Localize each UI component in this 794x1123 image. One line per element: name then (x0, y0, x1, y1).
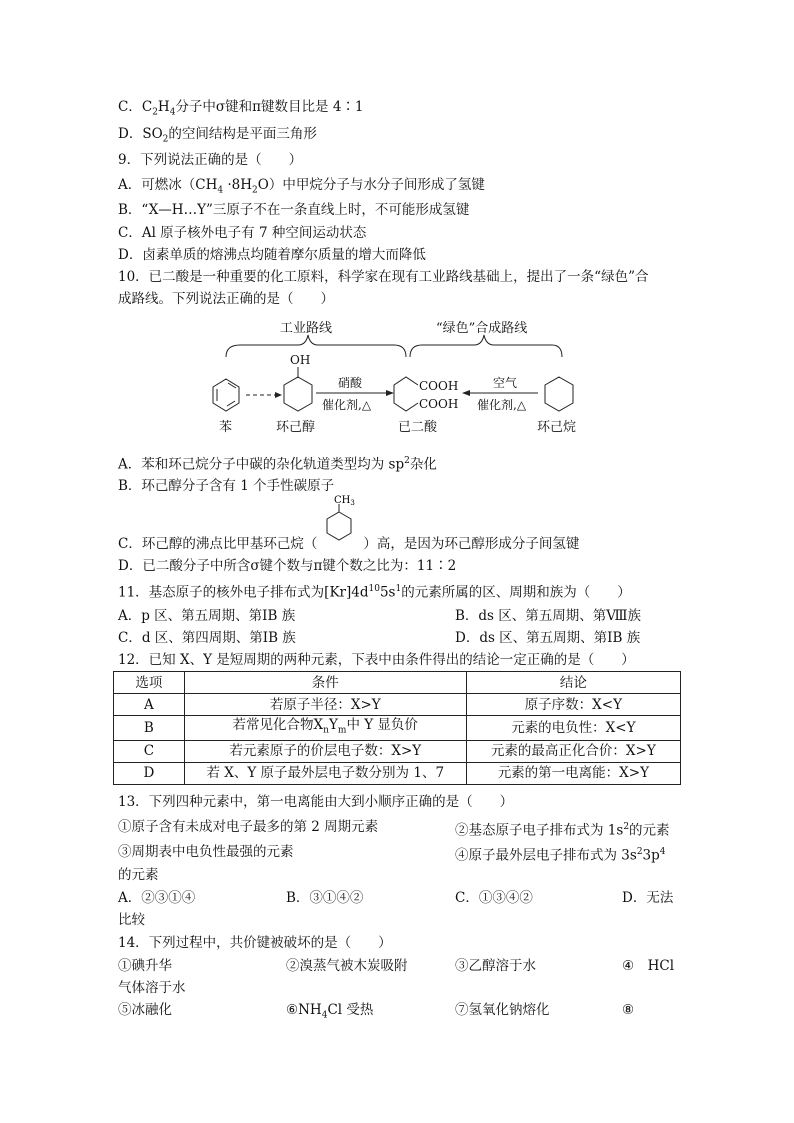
q13-option-a: A．②③①④ (118, 890, 196, 906)
q8-option-c (118, 98, 364, 122)
q13-option-d-continued: 比较 (118, 912, 145, 928)
arrow-head-1 (275, 392, 282, 398)
cyclohexanol-name: 环己醇 (276, 420, 316, 435)
q14-item-1: ①碘升华 (118, 958, 172, 974)
reagent-air: 空气 (493, 376, 518, 390)
q8-d-text: 的空间结构是平面三角形 (168, 126, 317, 142)
q8-c-formula-mid: H (157, 99, 170, 115)
q14-item-2: ②溴蒸气被木炭吸附 (286, 958, 408, 974)
q8-c-text: 分子中σ键和π键数目比是 4∶1 (175, 99, 364, 115)
table-row (114, 694, 681, 716)
arrow-head-2 (386, 390, 394, 396)
table-header-row (114, 672, 681, 694)
q8-c-sub1: 2 (152, 107, 158, 118)
header-condition: 条件 (184, 672, 466, 694)
cyclohexane-structure (545, 377, 573, 411)
q10-a-text: 杂化 (409, 456, 437, 473)
row-option: D (114, 762, 185, 784)
row-condition: 若常见化合物$X_nY_m$中 Y 显负价 (184, 716, 466, 741)
header-conclusion: 结论 (466, 672, 680, 694)
q8-c-sub2: 4 (169, 107, 176, 118)
q9-stem: 9．下列说法正确的是（ ） (118, 152, 303, 168)
q9-a-prefix: A．可燃冰（CH (118, 177, 218, 193)
green-route-label: “绿色”合成路线 (436, 321, 528, 336)
q13-item-2: ②基态原子电子排布式为 $1s^2$的元素 (455, 822, 670, 839)
q10-c-text: ）高，是因为环己醇形成分子间氢键 (363, 536, 580, 552)
q10-a-sup: 2 (404, 456, 410, 466)
cyclohexanol-structure (284, 367, 312, 411)
q14-item-4: ④ HCl (622, 958, 675, 974)
adipic-acid-structure (394, 377, 418, 411)
cyclohexane-name: 环己烷 (537, 420, 577, 435)
q8-c-formula: C (141, 99, 153, 115)
q13-item-3: ③周期表中电负性最强的元素 (118, 844, 294, 860)
q14-item-8: ⑧ (622, 1002, 635, 1018)
adipic-acid-name: 已二酸 (398, 420, 438, 435)
arrow-head-3 (462, 390, 470, 396)
table-row (114, 740, 681, 762)
condition-left: 催化剂,△ (322, 398, 372, 412)
q9-a-sub1: 4 (217, 185, 224, 196)
industrial-route-label: 工业路线 (280, 321, 333, 336)
q11-stem (118, 580, 631, 602)
row-condition: 若 X、Y 原子最外层电子数分别为 1、7 (184, 762, 466, 784)
q10-a-prefix: A．苯和环己烷分子中碳的杂化轨道类型均为 sp (118, 456, 405, 473)
row-option: B (114, 716, 185, 741)
q14-item-3: ③乙醇溶于水 (455, 958, 536, 974)
q9-option-b: B．“X—H…Y”三原子不在一条直线上时，不可能形成氢键 (118, 202, 470, 218)
q12-table (113, 671, 681, 785)
q8-d-prefix: D．SO (118, 126, 163, 142)
q14-item-6: $⑥NH_4Cl$ 受热 (286, 1002, 374, 1021)
q10-c-prefix: C．环己醇的沸点比甲基环己烷（ (118, 536, 318, 552)
cooh-bottom: COOH (419, 397, 459, 411)
q11-option-c: C．d 区、第四周期、第ⅠB 族 (118, 630, 296, 646)
q13-item-1: ①原子含有未成对电子最多的第 2 周期元素 (118, 819, 379, 835)
q8-option-d (118, 125, 317, 149)
q10-option-c (118, 535, 579, 553)
cooh-top: COOH (419, 379, 459, 393)
q9-option-c: C．Al 原子核外电子有 7 种空间运动状态 (118, 225, 367, 241)
q13-stem: 13．下列四种元素中，第一电离能由大到小顺序正确的是（ ） (118, 794, 514, 810)
industrial-route-brace (226, 335, 406, 357)
q9-a-text: O）中甲烷分子与水分子间形成了氢键 (257, 177, 485, 193)
q11-option-d: D．ds 区、第五周期、第ⅠB 族 (455, 630, 641, 646)
q10-stem-line1: 10．已二酸是一种重要的化工原料，科学家在现有工业路线基础上，提出了一条“绿色”合 (118, 269, 649, 285)
q8-d-sub: 2 (162, 134, 169, 145)
row-condition: 若原子半径：X>Y (184, 694, 466, 716)
q11-option-a: A．p 区、第五周期、第ⅠB 族 (118, 608, 296, 624)
q14-item-4-continued: 气体溶于水 (118, 980, 186, 996)
table-row (114, 762, 681, 784)
q12-stem: 12．已知 X、Y 是短周期的两种元素，下表中由条件得出的结论一定正确的是（ ） (118, 652, 635, 668)
q11-sup1: 10 (368, 584, 380, 594)
q13-item-4-continued: 的元素 (118, 867, 159, 883)
q11-stem-text: 的元素所属的区、周期和族为（ ） (401, 584, 631, 601)
benzene-name: 苯 (219, 420, 233, 435)
row-option: A (114, 694, 185, 716)
synthesis-route-diagram (198, 317, 588, 439)
q10-stem-line2: 成路线。下列说法正确的是（ ） (118, 291, 334, 307)
condition-right: 催化剂,△ (477, 398, 527, 412)
q14-item-7: ⑦氢氧化钠熔化 (455, 1002, 550, 1018)
q13-option-c: C．①③④② (455, 890, 533, 906)
q9-a-mid: ·8H (223, 177, 253, 193)
q13-option-d: D．无法 (622, 890, 674, 906)
row-option: C (114, 740, 185, 762)
q11-sup2: 1 (395, 584, 402, 594)
row-conclusion: 元素的最高正化合价：X>Y (466, 740, 680, 762)
q9-a-sub2: 2 (252, 185, 258, 196)
table-row (114, 716, 681, 741)
q14-item-5: ⑤冰融化 (118, 1002, 172, 1018)
row-conclusion: 原子序数：X<Y (466, 694, 680, 716)
row-condition: 若元素原子的价层电子数：X>Y (184, 740, 466, 762)
q9-option-d: D．卤素单质的熔沸点均随着摩尔质量的增大而降低 (118, 247, 426, 263)
q13-item-4: ④原子最外层电子排布式为 $3s^23p^4$ (455, 847, 666, 864)
benzene-structure (213, 379, 239, 411)
reagent-nitric-acid: 硝酸 (338, 376, 363, 390)
row-conclusion: 元素的第一电离能：X>Y (466, 762, 680, 784)
q10-option-d: D．已二酸分子中所含σ键个数与π键个数之比为：11∶2 (118, 558, 457, 574)
methyl-label: $CH_3$ (334, 495, 355, 507)
q10-option-a (118, 452, 437, 474)
q9-option-a (118, 176, 485, 200)
row-conclusion: 元素的电负性：X<Y (466, 716, 680, 741)
green-route-brace (410, 335, 562, 357)
q14-stem: 14．下列过程中，共价键被破坏的是（ ） (118, 935, 392, 951)
q11-stem-prefix: 11．基态原子的核外电子排布式为[Kr]4d (118, 584, 369, 601)
q13-option-b: B．③①④② (286, 890, 364, 906)
q11-option-b: B．ds 区、第五周期、第Ⅷ族 (455, 608, 642, 624)
q8-c-prefix: C． (118, 99, 142, 115)
q10-option-b: B．环己醇分子含有 1 个手性碳原子 (118, 478, 335, 494)
q11-stem-mid: 5s (379, 584, 396, 601)
hydroxyl-label: OH (290, 353, 311, 367)
header-option: 选项 (114, 672, 185, 694)
